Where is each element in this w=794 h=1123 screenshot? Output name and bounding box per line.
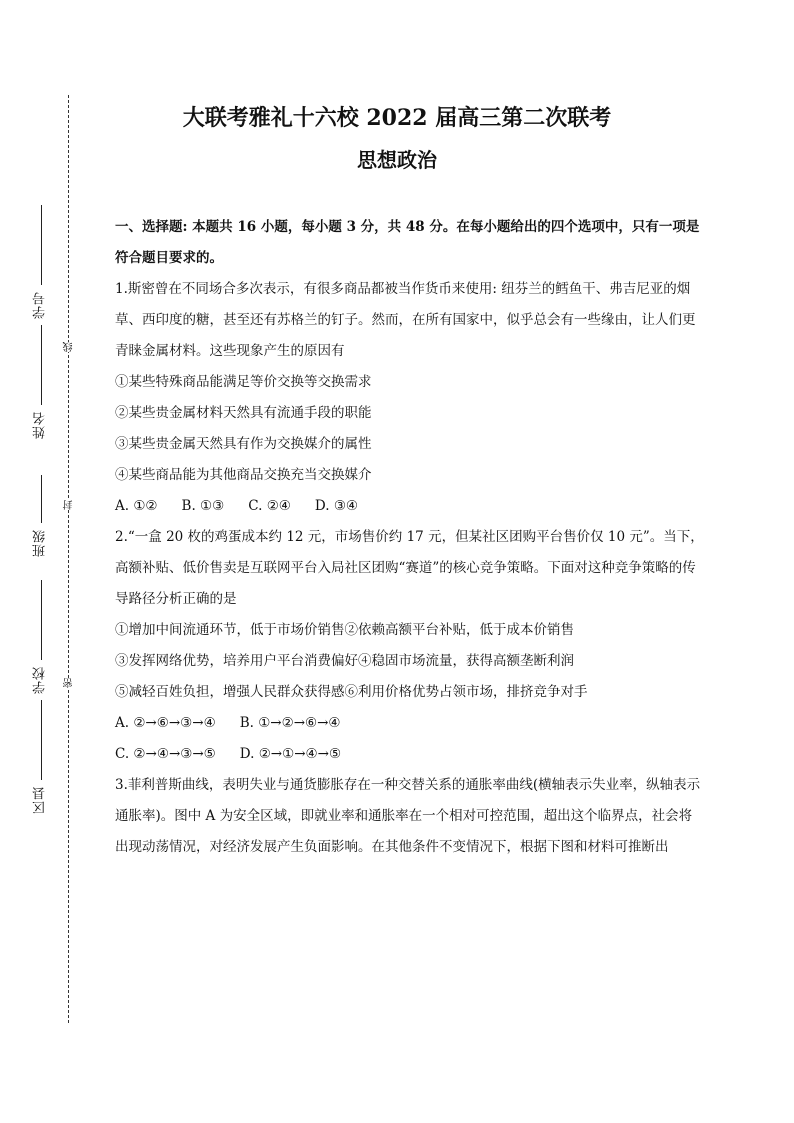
statement-item: ⑤减轻百姓负担，增强人民群众获得感⑥利用价格优势占领市场，排挤竞争对手 — [115, 684, 588, 700]
school-label: 学校 — [33, 666, 48, 694]
student-id-label: 学号 — [33, 291, 48, 319]
name-blank[interactable] — [41, 325, 42, 405]
choice-b[interactable]: B. ①→②→⑥→④ — [239, 715, 341, 731]
statement-item: ②某些贵金属材料天然具有流通手段的职能 — [115, 405, 372, 421]
question-stem: 3.菲利普斯曲线，表明失业与通货膨胀存在一种交替关系的通胀率曲线(横轴表示失业率，纵轴表示通胀率)。图中 A 为安全区域，即就业率和通胀率在一个相对可控范围，超出这个临界点，社会将出现动荡情况，对经济发展产生负面影响。在其他条件不变情况下，根据下图和材料可推断出 — [115, 777, 701, 855]
answer-choices — [115, 708, 705, 739]
choice-d[interactable]: D. ②→①→④→⑤ — [239, 746, 342, 762]
statement-item: ①增加中间流通环节，低于市场价销售②依赖高额平台补贴，低于成本价销售 — [115, 622, 574, 638]
exam-subject: 思想政治 — [357, 148, 437, 172]
district-blank[interactable] — [41, 700, 42, 780]
choice-c[interactable]: C. ②④ — [248, 498, 291, 514]
class-label: 班级 — [33, 529, 48, 557]
seal-char-line: 线 — [64, 342, 75, 352]
district-label: 区县 — [33, 786, 48, 814]
statement-item: ③某些贵金属天然具有作为交换媒介的属性 — [115, 436, 372, 452]
answer-choices — [115, 491, 705, 522]
section-heading: 一、选择题: 本题共 16 小题，每小题 3 分，共 48 分。在每小题给出的四个选项中，只有一项是符合题目要求的。 — [115, 219, 700, 266]
exam-title: 大联考雅礼十六校 2022 届高三第二次联考 — [182, 105, 612, 131]
school-field — [29, 580, 53, 694]
choice-b[interactable]: B. ①③ — [181, 498, 225, 514]
question-1 — [115, 274, 705, 522]
district-field — [29, 700, 53, 814]
class-blank[interactable] — [41, 475, 42, 523]
statement-item: ③发挥网络优势，培养用户平台消费偏好④稳固市场流量，获得高额垄断利润 — [115, 653, 574, 669]
choice-a[interactable]: A. ②→⑥→③→④ — [115, 715, 216, 731]
question-stem: 1.斯密曾在不同场合多次表示，有很多商品都被当作货币来使用: 纽芬兰的鳕鱼干、弗吉尼亚的烟草、西印度的糖，甚至还有苏格兰的钉子。然而，在所有国家中，似乎总会有一些缘由，让人们更青睐金属材料。这些现象产生的原因有 — [115, 281, 696, 359]
question-2 — [115, 522, 705, 770]
name-field — [29, 325, 53, 439]
choice-c[interactable]: C. ②→④→③→⑤ — [115, 746, 216, 762]
seal-char-seal: 封 — [64, 500, 75, 510]
student-id-field — [29, 205, 53, 319]
statement-item: ①某些特殊商品能满足等价交换等交换需求 — [115, 374, 372, 390]
exam-content — [115, 212, 705, 863]
choice-a[interactable]: A. ①② — [115, 498, 158, 514]
question-stem: 2.“一盒 20 枚的鸡蛋成本约 12 元，市场售价约 17 元，但某社区团购平台售价仅 10 元”。当下，高额补贴、低价售卖是互联网平台入局社区团购“赛道”的核心竞争策略。下面对这种竞争策略的传导路径分析正确的是 — [115, 529, 704, 607]
statement-item: ④某些商品能为其他商品交换充当交换媒介 — [115, 467, 372, 483]
student-id-blank[interactable] — [41, 205, 42, 285]
choice-d[interactable]: D. ③④ — [314, 498, 359, 514]
class-field — [29, 475, 53, 557]
question-3 — [115, 770, 705, 863]
exam-header — [0, 100, 794, 178]
answer-choices — [115, 739, 705, 770]
name-label: 姓名 — [33, 411, 48, 439]
school-blank[interactable] — [41, 580, 42, 660]
binding-dashed-line — [68, 95, 69, 1023]
seal-char-secret: 密 — [64, 678, 75, 688]
